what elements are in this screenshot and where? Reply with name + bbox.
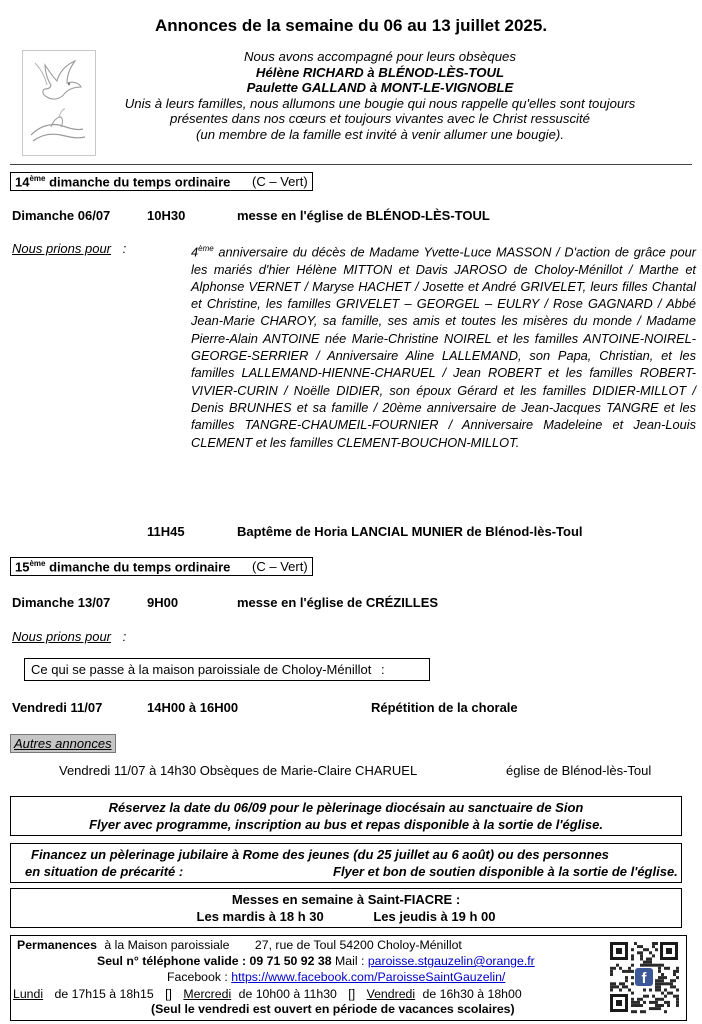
sunday-heading: [10, 557, 313, 576]
baptism-event: Baptême de Horia LANCIAL MUNIER de Blénod-lès-Toul: [237, 524, 583, 539]
sunday-title: dimanche du temps ordinaire: [45, 174, 231, 190]
announcement-place: église de Blénod-lès-Toul: [506, 763, 652, 778]
separator: []: [165, 987, 172, 1001]
day-hours: de 16h30 à 18h00: [422, 987, 522, 1001]
day-label: Lundi: [13, 987, 44, 1001]
sunday-title: dimanche du temps ordinaire: [45, 559, 231, 575]
phone-line: [97, 954, 535, 970]
parish-house-heading: [24, 658, 430, 681]
separator: []: [348, 987, 356, 1001]
notice-line-part: Les jeudis à 19 h 00: [373, 909, 496, 924]
notice-line: [11, 908, 681, 925]
day-label: Mercredi: [183, 987, 232, 1001]
contact-box: [10, 935, 687, 1021]
event-day: Vendredi 11/07: [12, 700, 103, 715]
liturgical-cycle: (C – Vert): [252, 559, 308, 575]
sunday-heading: [10, 172, 313, 191]
prayer-number: 4: [191, 244, 199, 260]
ordinal-suffix: ème: [29, 174, 46, 183]
notice-line: Messes en semaine à Saint-FIACRE :: [231, 892, 461, 907]
sunday-number: 14: [15, 174, 30, 190]
facebook-link[interactable]: https://www.facebook.com/ParoisseSaintGauzelin/: [231, 970, 506, 984]
notice-line: Flyer avec programme, inscription au bus et repas disponible à la sortie de l'église.: [89, 817, 603, 832]
holiday-note: (Seul le vendredi est ouvert en période de vacances scolaires): [151, 1002, 515, 1016]
event-time: 14H00 à 16H00: [147, 700, 239, 715]
mail-label: Mail :: [335, 954, 365, 968]
office-hours-line: [17, 938, 462, 954]
deceased-name: Hélène RICHARD à BLÉNOD-LÈS-TOUL: [255, 64, 505, 80]
parish-house-title: Ce qui se passe à la maison paroissiale de Choloy-Ménillot: [31, 662, 372, 677]
notice-line-part: en situation de précarité :: [25, 864, 184, 879]
mass-location: messe en l'église de CRÉZILLES: [237, 595, 439, 610]
svg-text:f: f: [641, 970, 647, 987]
mail-link[interactable]: paroisse.stgauzelin@orange.fr: [367, 954, 535, 968]
mass-time: 10H30: [147, 208, 186, 223]
prayer-label: [12, 241, 126, 256]
day-hours: de 17h15 à 18h15: [54, 987, 154, 1001]
event-title: Répétition de la chorale: [371, 700, 518, 715]
mass-location: messe en l'église de BLÉNOD-LÈS-TOUL: [237, 208, 490, 223]
notice-line: Financez un pèlerinage jubilaire à Rome des jeunes (du 25 juillet au 6 août) ou des personnes: [31, 847, 609, 862]
dove-icon: [22, 50, 96, 156]
sunday-number: 15: [15, 559, 30, 575]
mass-day: Dimanche 13/07: [12, 595, 111, 610]
intro-line: présentes dans nos cœurs et toujours vivantes avec le Christ ressuscité: [170, 111, 590, 126]
prayer-text: anniversaire du décès de Madame Yvette-Luce MASSON / D'action de grâce pour les mariés d'hier Hélène MITTON et Davis JAROSO de Choloy-Ménillot / Marthe et Alphonse VERNET / Maryse HACHET / Josette et André GRIVELET, leurs filles Chantal et Christine, les familles GRIVELET – GEORGEL – EULRY / Rose GAGNARD / Abbé Jean-Marie CHAROY, sa famille, ses amis et toutes les misères du monde / Madame Pierre-Alain ANTOINE née Marie-Christine NOIREL et les familles ANTOINE-NOIREL-GEORGE-SERRIER / Anniversaire Aline LALLEMAND, son Papa, Christian, et les familles LALLEMAND-HIENNE-CHARUEL / Jean ROBERT et les familles ROBERT-VIVIER-CURIN / Noëlle DIDIER, son époux Gérard et les familles DIDIER-MILLOT / Denis BRUNHES et sa famille / 20ème anniversaire de Jean-Jacques TANGRE et les familles TANGRE-CHAUMEIL-FOURNIER / Anniversaire Madeleine et Jean-Louis CLEMENT et les familles CLEMENT-BOUCHON-MILLOT.: [191, 244, 696, 450]
heading-colon: :: [380, 662, 385, 677]
rome-pilgrimage-notice: [10, 843, 682, 883]
intro-line: Nous avons accompagné pour leurs obsèques: [244, 49, 516, 64]
day-label: Vendredi: [366, 987, 416, 1001]
prayer-colon: :: [122, 241, 127, 256]
prayer-colon: :: [122, 629, 127, 644]
page-title: Annonces de la semaine du 06 au 13 juillet 2025.: [154, 16, 548, 35]
liturgical-cycle: (C – Vert): [252, 174, 308, 190]
hours-line: [13, 987, 522, 1003]
notice-line-part: Les mardis à 18 h 30: [196, 909, 324, 924]
ordinal-suffix: ème: [29, 559, 46, 568]
baptism-time: 11H45: [147, 524, 185, 539]
pilgrimage-notice: [10, 796, 682, 836]
prayer-label-text: Nous prions pour: [12, 241, 111, 256]
office-address: 27, rue de Toul 54200 Choloy-Ménillot: [254, 938, 462, 952]
prayer-label: [12, 629, 126, 644]
weekday-masses-notice: [10, 888, 682, 928]
prayer-label-text: Nous prions pour: [12, 629, 111, 644]
notice-line: [11, 863, 681, 880]
ordinal-suffix: ème: [198, 244, 214, 253]
phone-number: Seul n° téléphone valide : 09 71 50 92 38: [97, 954, 332, 968]
notice-line: Réservez la date du 06/09 pour le pèlerinage diocésain au sanctuaire de Sion: [108, 800, 584, 815]
condolence-notice: [100, 49, 660, 142]
facebook-label: Facebook :: [167, 970, 228, 984]
day-hours: de 10h00 à 11h30: [238, 987, 337, 1001]
office-label: Permanences: [17, 938, 97, 952]
office-place: à la Maison paroissiale: [104, 938, 230, 952]
qr-code-icon[interactable]: [608, 940, 680, 1014]
divider: [10, 164, 692, 165]
mass-day: Dimanche 06/07: [12, 208, 111, 223]
intro-line: (un membre de la famille est invité à venir allumer une bougie).: [196, 126, 564, 142]
intro-line: Unis à leurs familles, nous allumons une bougie qui nous rappelle qu'elles sont toujours: [124, 95, 636, 111]
mass-time: 9H00: [147, 595, 179, 610]
prayer-intentions: [191, 240, 696, 451]
notice-line-part: Flyer et bon de soutien disponible à la sortie de l'église.: [333, 864, 678, 879]
other-announcements-heading: Autres annonces: [10, 734, 116, 753]
announcement-item: Vendredi 11/07 à 14h30 Obsèques de Marie-Claire CHARUEL: [59, 763, 418, 778]
deceased-name: Paulette GALLAND à MONT-LE-VIGNOBLE: [246, 80, 514, 95]
facebook-line: [167, 970, 505, 986]
